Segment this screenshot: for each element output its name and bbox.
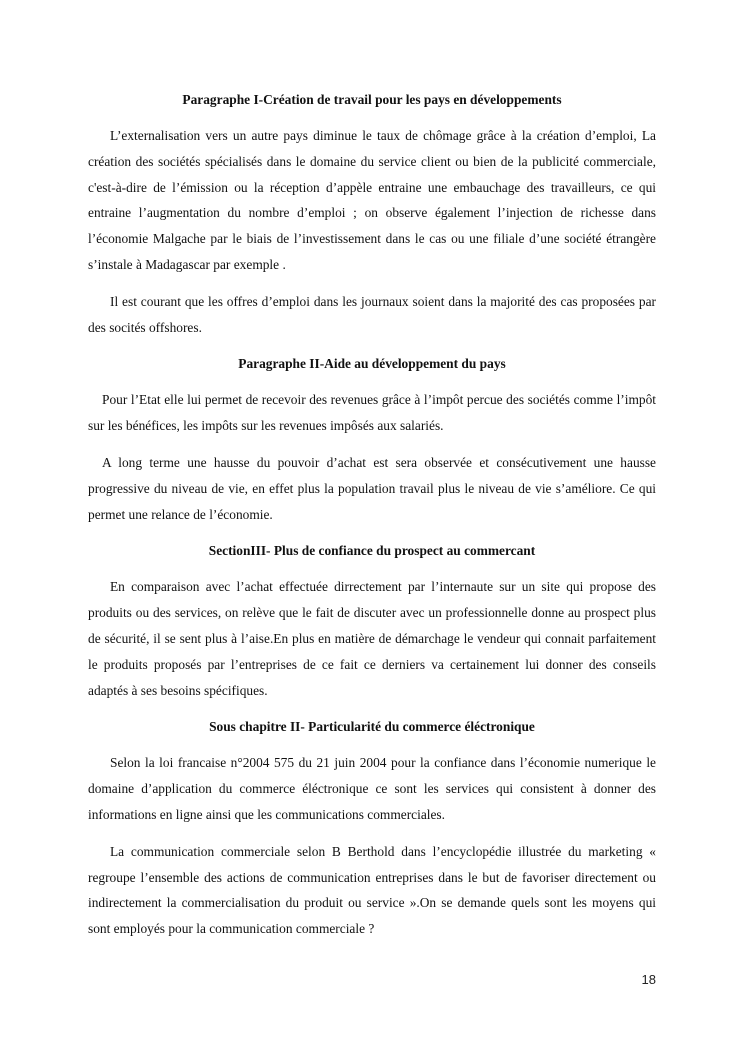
paragraph: En comparaison avec l’achat effectuée dirrectement par l’internaute sur un site qui propose des produits ou des services, on relève que le fait de discuter avec un professionnelle donne au prospect plus de sécurité, il se sent plus à l’aise.En plus en matière de démarchage le vendeur qui connait parfaitement le produits proposés par l’entreprises de ce fait ce derniers va certainement lui donner des conseils adaptés à ses besoins spécifiques. [88, 579, 656, 698]
section-heading: Sous chapitre II- Particularité du commerce éléctronique [209, 719, 535, 735]
paragraph: Pour l’Etat elle lui permet de recevoir des revenues grâce à l’impôt percue des sociétés comme l’impôt sur les bénéfices, les impôts sur les revenues impôsés aux salariés. [88, 392, 656, 434]
paragraph: Selon la loi francaise n°2004 575 du 21 juin 2004 pour la confiance dans l’économie numerique le domaine d’application du commerce éléctronique ce sont les services qui consistent à donner des informations en ligne ainsi que les communications commerciales. [88, 755, 656, 822]
page-number: 18 [641, 972, 656, 987]
page-content [88, 87, 656, 953]
paragraph: Il est courant que les offres d’emploi dans les journaux soient dans la majorité des cas proposées par des socités offshores. [88, 293, 656, 335]
paragraph: L’externalisation vers un autre pays diminue le taux de chômage grâce à la création d’emploi, La création des sociétés spécialisés dans le domaine du service client ou bien de la publicité commerciale, c'est-à-dire de l’émission ou la réception d’appèle entraine une embauchage des travailleurs, ce qui entraine l’augmentation du nombre d’emploi ; on observe également l’injection de richesse dans l’économie Malgache par le biais de l’investissement dans le cas ou une filiale d’une société étrangère s’instale à Madagascar par exemple . [88, 128, 656, 272]
section-heading: SectionIII- Plus de confiance du prospect au commercant [208, 543, 536, 559]
paragraph: A long terme une hausse du pouvoir d’achat est sera observée et consécutivement une hausse progressive du niveau de vie, en effet plus la population travail plus le niveau de vie s’améliore. Ce qui permet une relance de l’économie. [88, 454, 656, 522]
section-heading: Paragraphe I-Création de travail pour les pays en développements [182, 92, 562, 107]
paragraph: La communication commerciale selon B Berthold dans l’encyclopédie illustrée du marketing « regroupe l’ensemble des actions de communication entreprises dans le but de favoriser directement ou indirectement la commercialisation du produit ou service ».On se demande quels sont les moyens qui sont employés pour la communication commerciale ? [88, 843, 656, 937]
section-heading: Paragraphe II-Aide au développement du pays [238, 356, 506, 372]
